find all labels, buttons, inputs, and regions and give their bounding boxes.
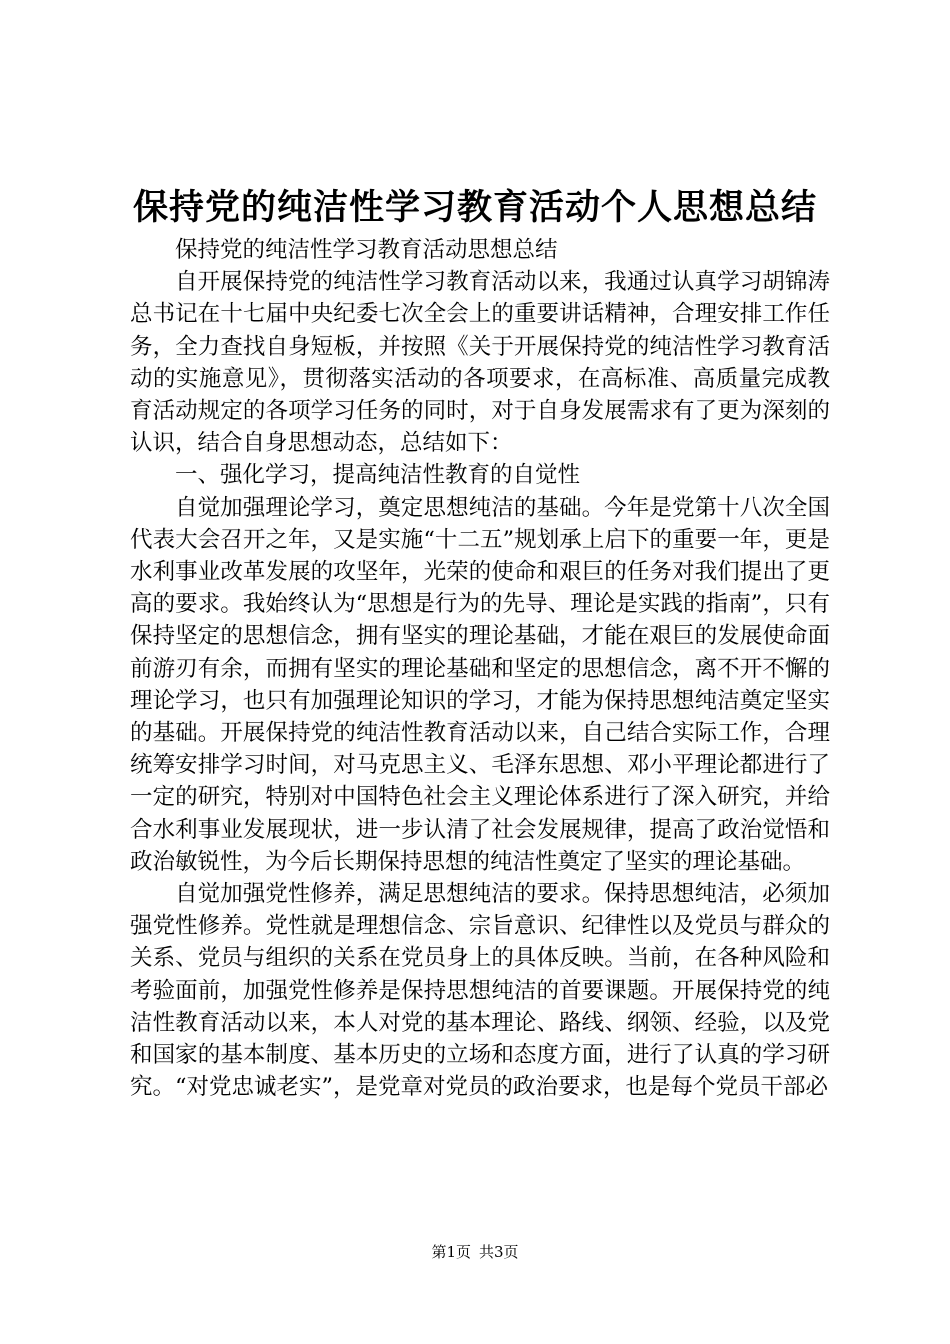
document-body (130, 234, 830, 1103)
document-subtitle: 保持党的纯洁性学习教育活动思想总结 (175, 237, 558, 263)
page-footer (0, 1242, 950, 1262)
document-title: 保持党的纯洁性学习教育活动个人思想总结 (132, 187, 817, 228)
body-paragraph-party-spirit: 自觉加强党性修养，满足思想纯洁的要求。保持思想纯洁，必须加强党性修养。党性就是理想信念、宗旨意识、纪律性以及党员与群众的关系、党员与组织的关系在党员身上的具体反映。当前，在各种风险和考验面前，加强党性修养是保持思想纯洁的首要课题。开展保持党的纯洁性教育活动以来，本人对党的基本理论、路线、纲领、经验，以及党和国家的基本制度、基本历史的立场和态度方面，进行了认真的学习研究。“对党忠诚老实”，是党章对党员的政治要求，也是每个党员干部必 (130, 881, 830, 1101)
body-paragraph-theory: 自觉加强理论学习，奠定思想纯洁的基础。今年是党第十八次全国代表大会召开之年，又是实施“十二五”规划承上启下的重要一年，更是水利事业改革发展的攻坚年，光荣的使命和艰巨的任务对我们提出了更高的要求。我始终认为“思想是行为的先导、理论是实践的指南”，只有保持坚定的思想信念，拥有坚实的理论基础，才能在艰巨的发展使命面前游刃有余，而拥有坚实的理论基础和坚定的思想信念，离不开不懈的理论学习，也只有加强理论知识的学习，才能为保持思想纯洁奠定坚实的基础。开展保持党的纯洁性教育活动以来，自己结合实际工作，合理统筹安排学习时间，对马克思主义、毛泽东思想、邓小平理论都进行了一定的研究，特别对中国特色社会主义理论体系进行了深入研究，并给合水利事业发展现状，进一步认清了社会发展规律，提高了政治觉悟和政治敏锐性，为今后长期保持思想的纯洁性奠定了坚实的理论基础。 (130, 494, 830, 875)
total-pages: 共3页 (479, 1243, 519, 1261)
section-heading: 一、强化学习，提高纯洁性教育的自觉性 (175, 462, 581, 489)
page-number: 第1页 (431, 1243, 471, 1261)
intro-paragraph: 自开展保持党的纯洁性学习教育活动以来，我通过认真学习胡锦涛总书记在十七届中央纪委七次全会上的重要讲话精神，合理安排工作任务，全力查找自身短板，并按照《关于开展保持党的纯洁性学习教育活动的实施意见》，贯彻落实活动的各项要求，在高标准、高质量完成教育活动规定的各项学习任务的同时，对于自身发展需求有了更为深刻的认识，结合自身思想动态，总结如下： (130, 269, 830, 457)
